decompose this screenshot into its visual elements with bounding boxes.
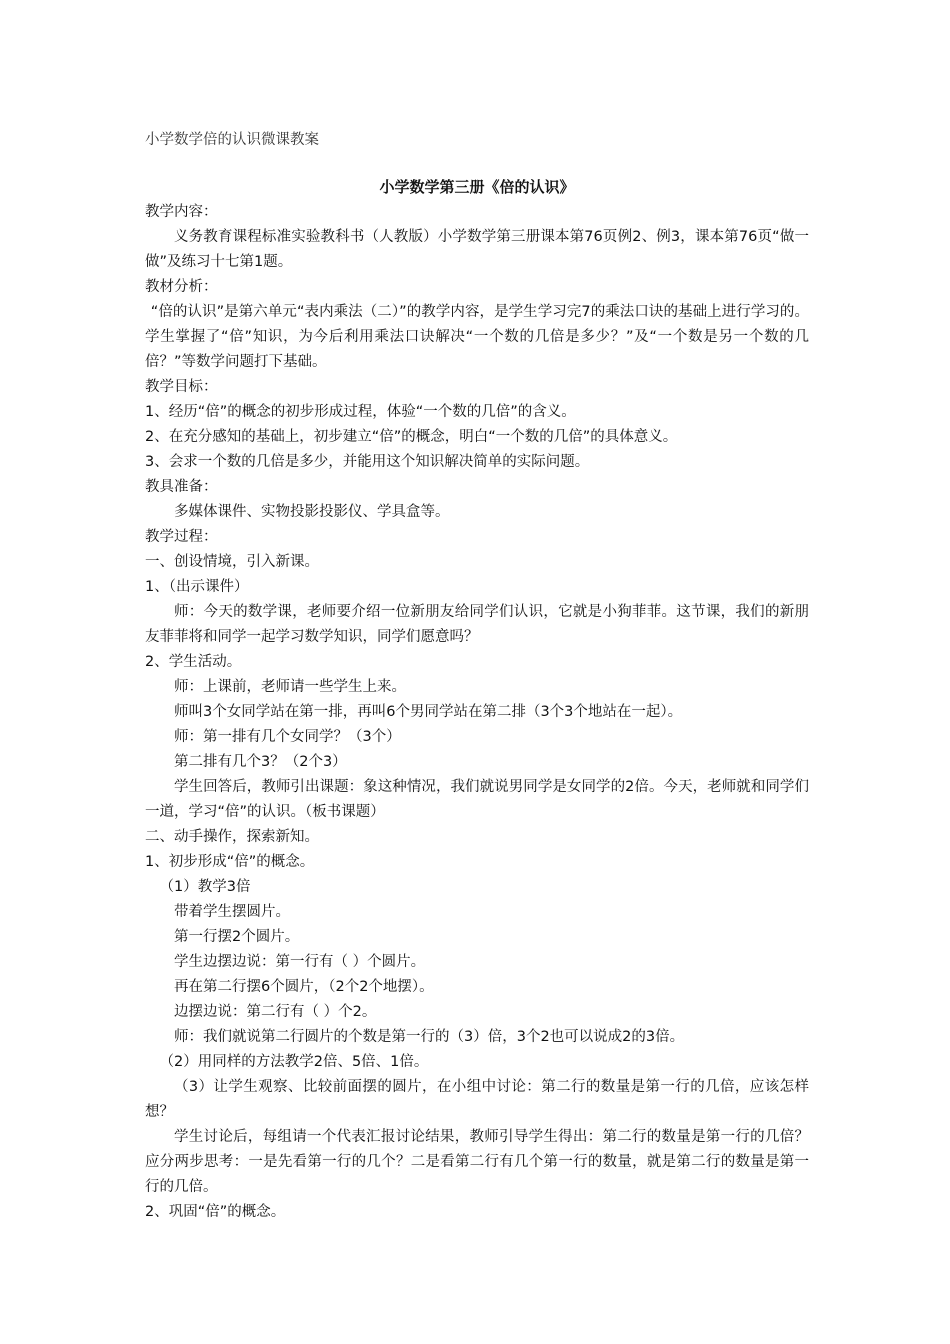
paragraph: （2）用同样的方法教学2倍、5倍、1倍。: [159, 1054, 429, 1070]
paragraph: 1、初步形成“倍”的概念。: [145, 854, 315, 870]
header-note: 小学数学倍的认识微课教案: [145, 132, 319, 148]
paragraph: 2、学生活动。: [145, 654, 242, 670]
paragraph-list: [145, 200, 809, 1225]
paragraph: 第二排有几个3？（2个3）: [174, 754, 347, 770]
paragraph: 1、经历“倍”的概念的初步形成过程，体验“一个数的几倍”的含义。: [145, 404, 576, 420]
paragraph: 教学内容：: [145, 204, 218, 220]
paragraph: 1、（出示课件）: [145, 579, 249, 595]
document-body: [145, 175, 809, 1225]
paragraph: 再在第二行摆6个圆片，（2个2个地摆）。: [174, 979, 434, 995]
paragraph: （1）教学3倍: [159, 879, 251, 895]
paragraph: 教材分析：: [145, 279, 218, 295]
paragraph: 边摆边说：第二行有（ ）个2。: [174, 1004, 377, 1020]
paragraph: 教具准备：: [145, 479, 218, 495]
paragraph: 师：第一排有几个女同学？（3个）: [174, 729, 401, 745]
paragraph: 带着学生摆圆片。: [174, 904, 290, 920]
paragraph: 师：今天的数学课，老师要介绍一位新朋友给同学们认识，它就是小狗菲菲。这节课，我们的新朋友菲菲将和同学一起学习数学知识，同学们愿意吗？: [145, 604, 809, 645]
paragraph: 学生讨论后，每组请一个代表汇报讨论结果，教师引导学生得出：第二行的数量是第一行的几倍？应分两步思考：一是先看第一行的几个？二是看第二行有几个第一行的数量，就是第二行的数量是第一行的几倍。: [145, 1129, 809, 1195]
paragraph: 学生边摆边说：第一行有（ ）个圆片。: [174, 954, 426, 970]
paragraph: 第一行摆2个圆片。: [174, 929, 300, 945]
paragraph: 教学过程：: [145, 529, 218, 545]
paragraph: 2、巩固“倍”的概念。: [145, 1204, 286, 1220]
paragraph: 师：我们就说第二行圆片的个数是第一行的（3）倍，3个2也可以说成2的3倍。: [174, 1029, 685, 1045]
paragraph: 教学目标：: [145, 379, 218, 395]
paragraph: （3）让学生观察、比较前面摆的圆片，在小组中讨论：第二行的数量是第一行的几倍，应该怎样想？: [145, 1079, 809, 1120]
paragraph: 3、会求一个数的几倍是多少，并能用这个知识解决简单的实际问题。: [145, 454, 590, 470]
paragraph: 二、动手操作，探索新知。: [145, 829, 319, 845]
document-title: 小学数学第三册《倍的认识》: [379, 178, 575, 196]
paragraph: 2、在充分感知的基础上，初步建立“倍”的概念，明白“一个数的几倍”的具体意义。: [145, 429, 678, 445]
paragraph: 师：上课前，老师请一些学生上来。: [174, 679, 406, 695]
paragraph: “倍的认识”是第六单元“表内乘法（二）”的教学内容，是学生学习完7的乘法口诀的基础上进行学习的。学生掌握了“倍”知识，为今后利用乘法口诀解决“一个数的几倍是多少？”及“一个数是另一个数的几倍？”等数学问题打下基础。: [145, 304, 809, 370]
paragraph: 师叫3个女同学站在第一排，再叫6个男同学站在第二排（3个3个地站在一起）。: [174, 704, 683, 720]
paragraph: 一、创设情境，引入新课。: [145, 554, 319, 570]
paragraph: 学生回答后，教师引出课题：象这种情况，我们就说男同学是女同学的2倍。今天，老师就和同学们一道，学习“倍”的认识。（板书课题）: [145, 779, 809, 820]
paragraph: 义务教育课程标准实验教科书（人教版）小学数学第三册课本第76页例2、例3，课本第76页“做一做”及练习十七第1题。: [145, 229, 809, 270]
paragraph: 多媒体课件、实物投影投影仪、学具盒等。: [174, 504, 450, 520]
